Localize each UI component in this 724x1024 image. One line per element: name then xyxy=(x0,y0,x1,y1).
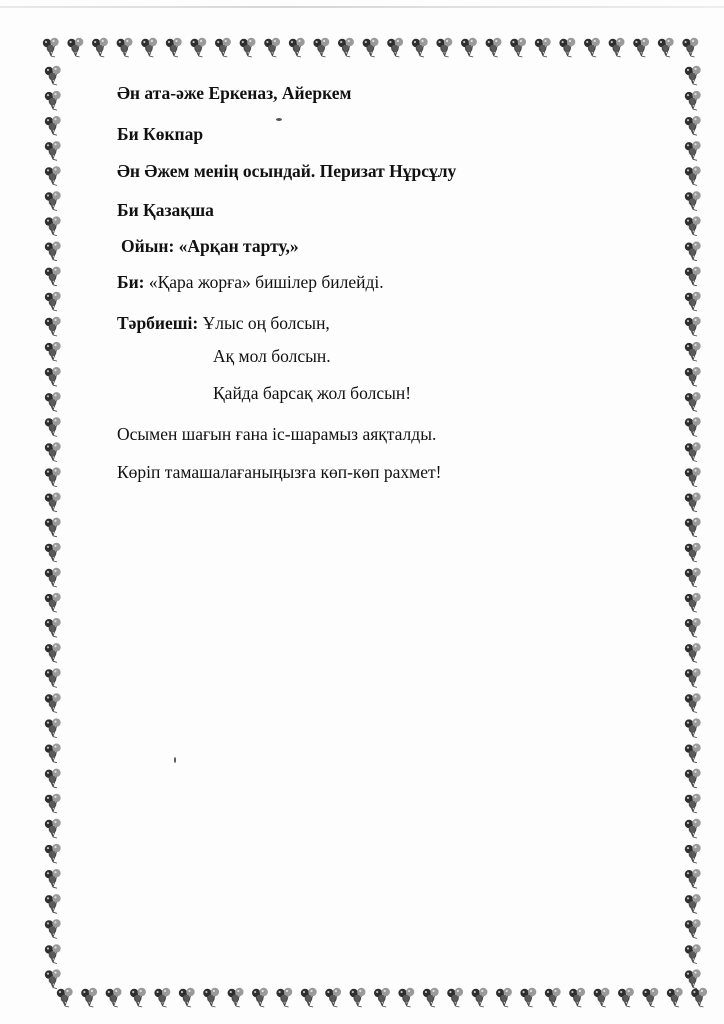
line-dance-2: Би Қазақша xyxy=(117,200,214,220)
line-blessing-2: Ақ мол болсын. xyxy=(213,346,331,366)
line-game: Ойын: «Арқан тарту,» xyxy=(121,236,299,256)
line-song-1: Ән ата-әже Еркеназ, Айеркем xyxy=(117,83,352,103)
scan-speck xyxy=(276,118,282,121)
line-thanks: Көріп тамашалағаныңызға көп-көп рахмет! xyxy=(117,462,442,482)
line-dance-3-label: Би: xyxy=(117,272,145,292)
line-teacher xyxy=(117,315,330,333)
line-teacher-label: Тәрбиеші: xyxy=(117,313,199,333)
line-dance-1: Би Көкпар xyxy=(117,124,204,144)
line-dance-3 xyxy=(117,274,384,292)
line-blessing-3: Қайда барсақ жол болсын! xyxy=(213,383,412,403)
line-teacher-text: Ұлыс оң болсын, xyxy=(198,313,330,333)
line-closing: Осымен шағын ғана іс-шарамыз аяқталды. xyxy=(117,424,437,444)
line-song-2: Ән Әжем менің осындай. Перизат Нұрсұлу xyxy=(117,161,457,181)
line-dance-3-text: «Қара жорға» бишілер билейді. xyxy=(144,272,384,292)
scan-speck xyxy=(174,757,176,763)
